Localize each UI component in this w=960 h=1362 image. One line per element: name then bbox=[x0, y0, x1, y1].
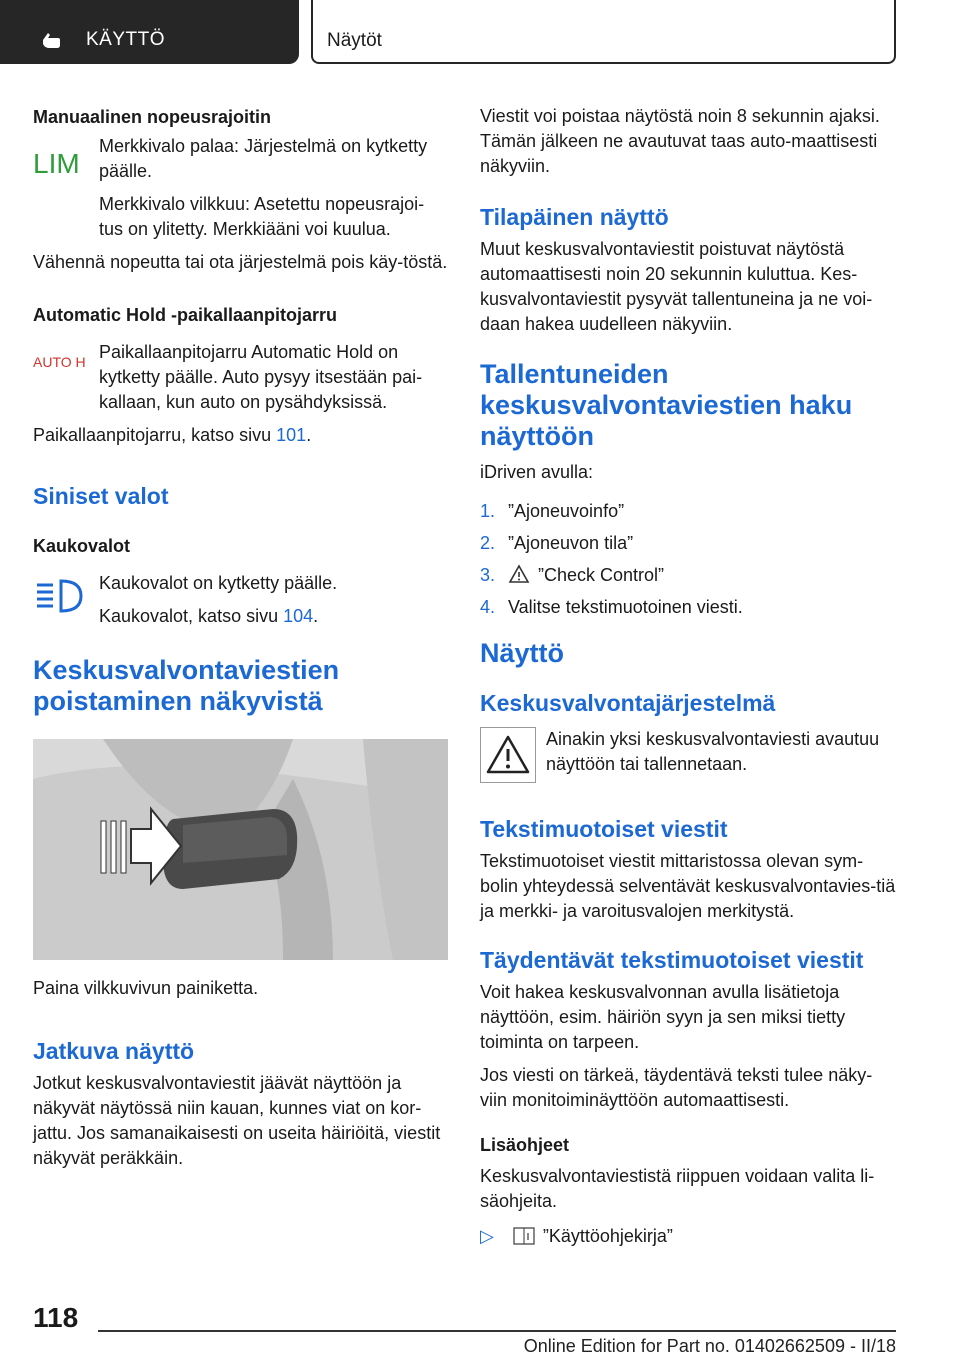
lim-text-3: Vähennä nopeutta tai ota järjestelmä pois käy-töstä. bbox=[33, 252, 448, 272]
more-info-text: Keskusvalvontaviestistä riippuen voidaan valita li-säohjeita. bbox=[480, 1166, 875, 1211]
continuous-display-text: Jotkut keskusvalvontaviestit jäävät näyttöön ja näkyvät näytössä niin kauan, kunnes viat on kor-jattu. Jos samanaikaisesti on useita häiriöitä, viestit näkyvät peräkkäin. bbox=[33, 1073, 441, 1168]
lim-text-2a: Merkkivalo vilkkuu: Asetettu nopeusrajoi-tus on ylitetty. Merkkiääni voi kuulua. bbox=[99, 194, 425, 239]
supplementary-messages-heading: Täydentävät tekstimuotoiset viestit bbox=[480, 947, 864, 973]
hide-duration-text: Viestit voi poistaa näytöstä noin 8 sekunnin ajaksi. Tämän jälkeen ne avautuvat taas auto-maattisesti näkyviin. bbox=[480, 106, 880, 176]
auto-hold-text-2: Paikallaanpitojarru, katso sivu 101. bbox=[33, 425, 312, 445]
text-messages-text: Tekstimuotoiset viestit mittaristossa olevan sym-bolin yhteydessä selventävät keskusvalvontavies-tiä ja merkki- ja varoitusvalojen merkitystä. bbox=[480, 851, 896, 921]
warning-triangle-icon bbox=[480, 727, 536, 783]
blue-lights-heading: Siniset valot bbox=[33, 483, 169, 509]
left-column bbox=[33, 100, 448, 1171]
page-link-104[interactable]: 104 bbox=[283, 606, 314, 626]
auto-hold-heading: Automatic Hold -paikallaanpitojarru bbox=[33, 305, 338, 325]
lim-indicator-icon: LIM bbox=[33, 148, 80, 179]
auto-hold-text-1: Paikallaanpitojarru Automatic Hold on kytketty päälle. Auto pysyy itsestään pai-kallaan, kun auto on pysähdyksissä. bbox=[99, 342, 423, 412]
idrive-intro: iDriven avulla: bbox=[480, 462, 594, 482]
manual-entry[interactable]: ▷ ”Käyttöohjekirja” bbox=[480, 1226, 673, 1246]
saved-messages-heading: Tallentuneiden keskusvalvontaviestien haku näyttöön bbox=[480, 359, 853, 451]
high-beam-heading: Kaukovalot bbox=[33, 536, 131, 556]
section-label: KÄYTTÖ bbox=[86, 29, 166, 50]
page-header bbox=[0, 0, 960, 66]
check-control-text: Ainakin yksi keskusvalvontaviesti avautuu näyttöön tai tallennetaan. bbox=[546, 729, 880, 774]
triangle-arrow-icon: ▷ bbox=[480, 1226, 494, 1246]
page-number: 118 bbox=[33, 1302, 79, 1333]
right-column bbox=[480, 100, 896, 1249]
edition-text: Online Edition for Part no. 01402662509 - II/18 bbox=[523, 1336, 896, 1356]
supplementary-text-1: Voit hakea keskusvalvonnan avulla lisätietoja näyttöön, esim. häiriön syyn ja sen miksi tietty toiminta on tarpeen. bbox=[480, 982, 846, 1052]
chapter-title: Näytöt bbox=[327, 30, 382, 51]
more-info-heading: Lisäohjeet bbox=[480, 1135, 570, 1155]
pointing-hand-icon bbox=[40, 28, 62, 50]
idrive-steps bbox=[480, 499, 896, 620]
footer-divider bbox=[98, 1330, 896, 1332]
step-item[interactable]: 4. Valitse tekstimuotoinen viesti. bbox=[480, 597, 743, 617]
supplementary-text-2: Jos viesti on tärkeä, täydentävä teksti tulee näky-viin monitoiminäyttöön automaattisesti. bbox=[480, 1065, 873, 1110]
hide-messages-heading: Keskusvalvontaviestien poistaminen näkyvistä bbox=[33, 655, 340, 716]
continuous-display-heading: Jatkuva näyttö bbox=[33, 1038, 195, 1064]
high-beam-entry bbox=[33, 571, 448, 629]
page-link-101[interactable]: 101 bbox=[276, 425, 307, 445]
auto-hold-entry bbox=[33, 340, 448, 415]
high-beam-text-2: Kaukovalot, katso sivu 104. bbox=[99, 606, 319, 626]
lim-text-1: Merkkivalo palaa: Järjestelmä on kytketty päälle. bbox=[99, 136, 428, 181]
turn-signal-lever-illustration bbox=[33, 739, 448, 960]
display-heading: Näyttö bbox=[480, 638, 565, 668]
auto-hold-indicator-icon: AUTO H bbox=[33, 354, 86, 370]
high-beam-text-1: Kaukovalot on kytketty päälle. bbox=[99, 573, 338, 593]
high-beam-icon bbox=[33, 577, 89, 617]
check-control-warning-icon bbox=[508, 564, 530, 584]
lim-entry bbox=[33, 134, 448, 184]
figure-caption: Paina vilkkuvivun painiketta. bbox=[33, 978, 259, 998]
text-messages-heading: Tekstimuotoiset viestit bbox=[480, 816, 728, 842]
step-item[interactable]: 2. ”Ajoneuvon tila” bbox=[480, 533, 634, 553]
turn-signal-lever-figure bbox=[33, 739, 448, 960]
step-item[interactable]: 3. ”Check Control” bbox=[480, 565, 665, 585]
check-control-entry bbox=[480, 727, 896, 777]
check-control-heading: Keskusvalvontajärjestelmä bbox=[480, 690, 776, 716]
chapter-tab bbox=[311, 0, 896, 64]
lim-heading: Manuaalinen nopeusrajoitin bbox=[33, 107, 272, 127]
page-footer bbox=[0, 1290, 960, 1362]
step-item[interactable]: 1. ”Ajoneuvoinfo” bbox=[480, 501, 625, 521]
owners-manual-icon bbox=[513, 1227, 535, 1245]
temporary-display-text: Muut keskusvalvontaviestit poistuvat näytöstä automaattisesti noin 20 sekunnin kuluttua. Kes-kusvalvontaviestit pysyvät tallentuneina ja ne voi-daan hakea uudelleen näkyviin. bbox=[480, 239, 873, 334]
temporary-display-heading: Tilapäinen näyttö bbox=[480, 204, 669, 230]
section-tab bbox=[0, 0, 299, 64]
